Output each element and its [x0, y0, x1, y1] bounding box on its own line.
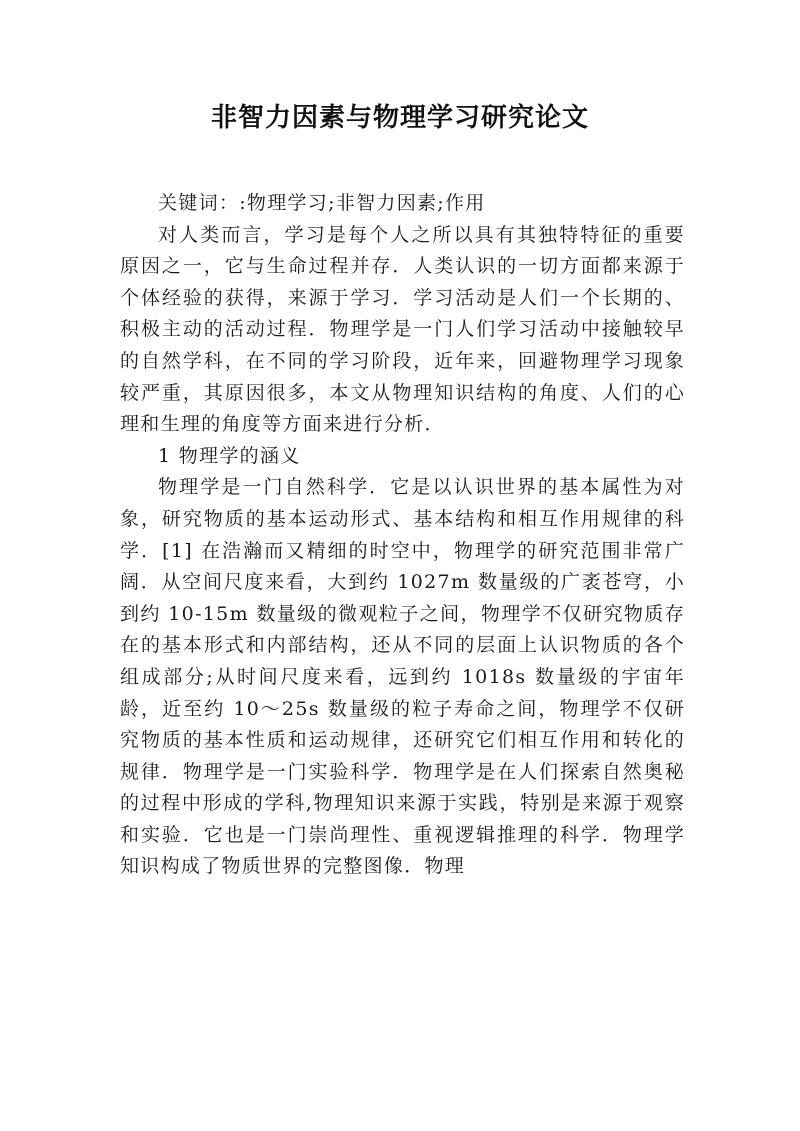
keywords-line: 关键词：:物理学习;非智力因素;作用 — [158, 192, 486, 214]
section-heading: 1 物理学的涵义 — [158, 444, 301, 467]
paragraph-physics-definition: 物理学是一门自然科学．它是以认识世界的基本属性为对象，研究物质的基本运动形式、基本结构和相互作用规律的科学．[1] 在浩瀚而又精细的时空中，物理学的研究范围非常广阔．从空间尺度来看，大到约 1027m 数量级的广袤苍穹，小到约 10-15m 数量级的微观粒子之间，物理学不仅研究物质存在的基本形式和内部结构，还从不同的层面上认识物质的各个组成部分;从时间尺度来看，远到约 1018s 数量级的宇宙年龄，近至约 10～25s 数量级的粒子寿命之间，物理学不仅研究物质的基本性质和运动规律，还研究它们相互作用和转化的规律．物理学是一门实验科学．物理学是在人们探索自然奥秘的过程中形成的学科,物理知识来源于实践，特别是来源于观察和实验．它也是一门崇尚理性、重视逻辑推理的科学．物理学知识构成了物质世界的完整图像．物理 — [120, 476, 685, 878]
paragraph-intro: 对人类而言，学习是每个人之所以具有其独特特征的重要原因之一，它与生命过程并存．人类认识的一切方面都来源于个体经验的获得，来源于学习．学习活动是人们一个长期的、积极主动的活动过程．物理学是一门人们学习活动中接触较早的自然学科，在不同的学习阶段，近年来，回避物理学习现象较严重，其原因很多，本文从物理知识结构的角度、人们的心理和生理的角度等方面来进行分析． — [120, 223, 685, 436]
document-body — [120, 188, 685, 883]
document-title: 非智力因素与物理学习研究论文 — [210, 103, 589, 133]
